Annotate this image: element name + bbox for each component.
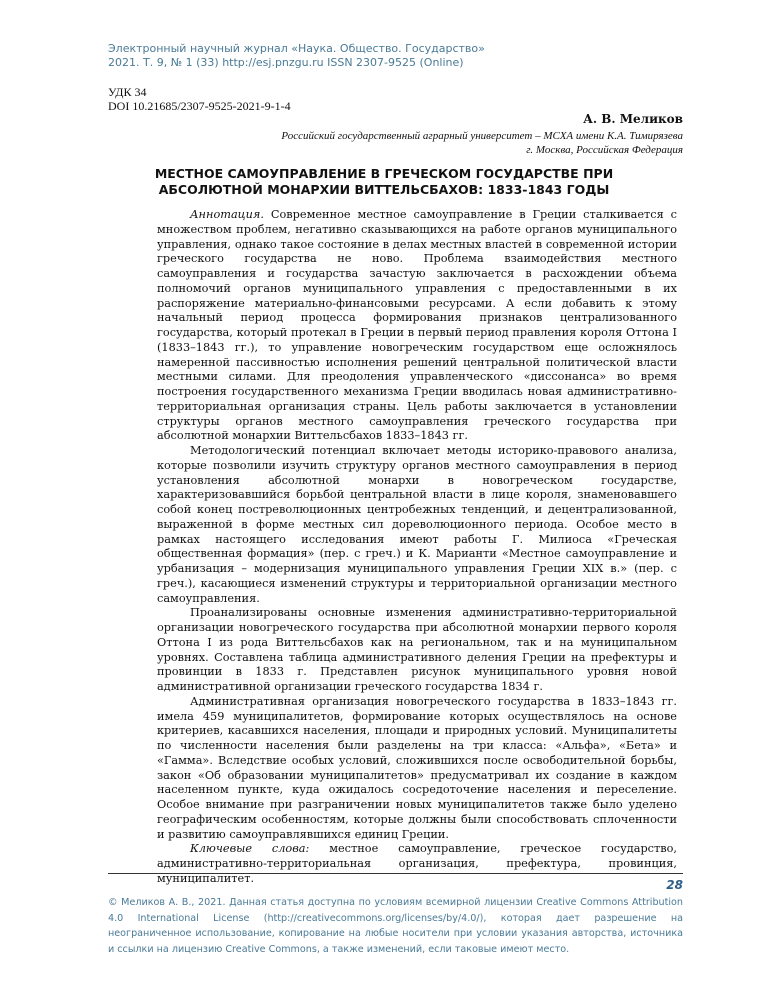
keywords-paragraph	[157, 842, 677, 886]
footer-divider	[108, 873, 683, 874]
affiliation	[281, 129, 683, 157]
abstract-paragraph: Методологический потенциал включает методы историко-правового анализа, которые позволили изучить структуру органов местного самоуправления в период установления абсолютной монархи в новогреческом государстве, характеризовавшийся борьбой центральной власти в лице короля, знаменовавшего собой конец постреволюционных центробежных тенденций, и децентрализованной, выраженной в форме местных сил дореволюционного периода. Особое место в рамках настоящего исследования имеют работы Г. Милиоса «Греческая общественная формация» (пер. с греч.) и К. Марианти «Местное самоуправление и урбанизация – модернизация муниципального управления Греции XIX в.» (пер. с греч.), касающиеся изменений структуры и территориальной организации местного самоуправления.	[157, 444, 677, 605]
keywords-label: Ключевые слова:	[190, 842, 310, 856]
abstract-label: Аннотация.	[190, 208, 264, 221]
affiliation-university: Российский государственный аграрный университет – МСХА имени К.А. Тимирязева	[281, 130, 683, 142]
affiliation-city: г. Москва, Российская Федерация	[526, 144, 683, 156]
abstract-text: Современное местное самоуправление в Греции сталкивается с множеством проблем, негативно сказывающихся на работе органов муниципального управления, однако такое состояние в делах местных властей в современной истории греческого государства не ново. Проблема взаимодействия местного самоуправления и государства зачастую заключается в расхождении объема полномочий органов муниципального управления с предоставленными в их распоряжение материально-финансовыми ресурсами. А если добавить к этому начальный период процесса формирования признаков централизованного государства, который протекал в Греции в первый период правления короля Оттона I (1833–1843 гг.), то управление новогреческим государством еще осложнялось намеренной пассивностью исполнения решений центральной политической власти местными силами. Для преодоления управленческого «диссонанса» во время построения государственного механизма Греции вводилась новая административно-территориальная организация страны. Цель работы заключается в установлении структуры органов местного самоуправления греческого государства при абсолютной монархии Виттельсбахов 1833–1843 гг.	[157, 208, 677, 443]
doi: DOI 10.21685/2307-9525-2021-9-1-4	[108, 99, 291, 113]
udk-code: УДК 34	[108, 85, 147, 99]
keywords-text: местное самоуправление, греческое государство, административно-территориальная организация, префектура, провинция, муниципалитет.	[157, 842, 677, 885]
article-title: МЕСТНОЕ САМОУПРАВЛЕНИЕ В ГРЕЧЕСКОМ ГОСУДАРСТВЕ ПРИ АБСОЛЮТНОЙ МОНАРХИИ ВИТТЕЛЬСБАХОВ: 1833-1843 ГОДЫ	[154, 166, 614, 197]
author-name: А. В. Меликов	[583, 112, 683, 126]
license-notice: © Меликов А. В., 2021. Данная статья доступна по условиям всемирной лицензии Creative Commons Attribution 4.0 International License (http://creativecommons.org/licenses/by/4.0/), которая дает разрешение на неограниченное использование, копирование на любые носители при условии указания авторства, источника и ссылки на лицензию Creative Commons, а также изменений, если таковые имеют место.	[108, 897, 683, 955]
abstract-paragraph	[157, 208, 677, 444]
abstract-body	[157, 208, 677, 887]
abstract-paragraph: Проанализированы основные изменения административно-территориальной организации новогреческого государства при абсолютной монархии первого короля Оттона I из рода Виттельсбахов как на региональном, так и на муниципальном уровнях. Составлена таблица административного деления Греции на префектуры и провинции в 1833 г. Представлен рисунок муниципального уровня новой административной организации греческого государства 1834 г.	[157, 606, 677, 693]
page-number: 28	[666, 878, 683, 892]
abstract-paragraph: Административная организация новогреческого государства в 1833–1843 гг. имела 459 муниципалитетов, формирование которых осуществлялось на основе критериев, касавшихся населения, площади и природных условий. Муниципалитеты по численности населения были разделены на три класса: «Альфа», «Бета» и «Гамма». Вследствие особых условий, сложившихся после освободительной борьбы, закон «Об образовании муниципалитетов» предусматривал их создание в каждом населенном пункте, куда ожидалось сосредоточение населения и переселение. Особое внимание при разграничении новых муниципалитетов также было уделено географическим особенностям, которые должны были способствовать сплоченности и развитию самоуправлявшихся единиц Греции.	[157, 694, 677, 841]
journal-issue-info: 2021. Т. 9, № 1 (33) http://esj.pnzgu.ru ISSN 2307-9525 (Online)	[108, 56, 464, 69]
journal-header	[108, 42, 668, 70]
journal-name: Электронный научный журнал «Наука. Общество. Государство»	[108, 42, 485, 55]
udk-block	[108, 85, 291, 113]
